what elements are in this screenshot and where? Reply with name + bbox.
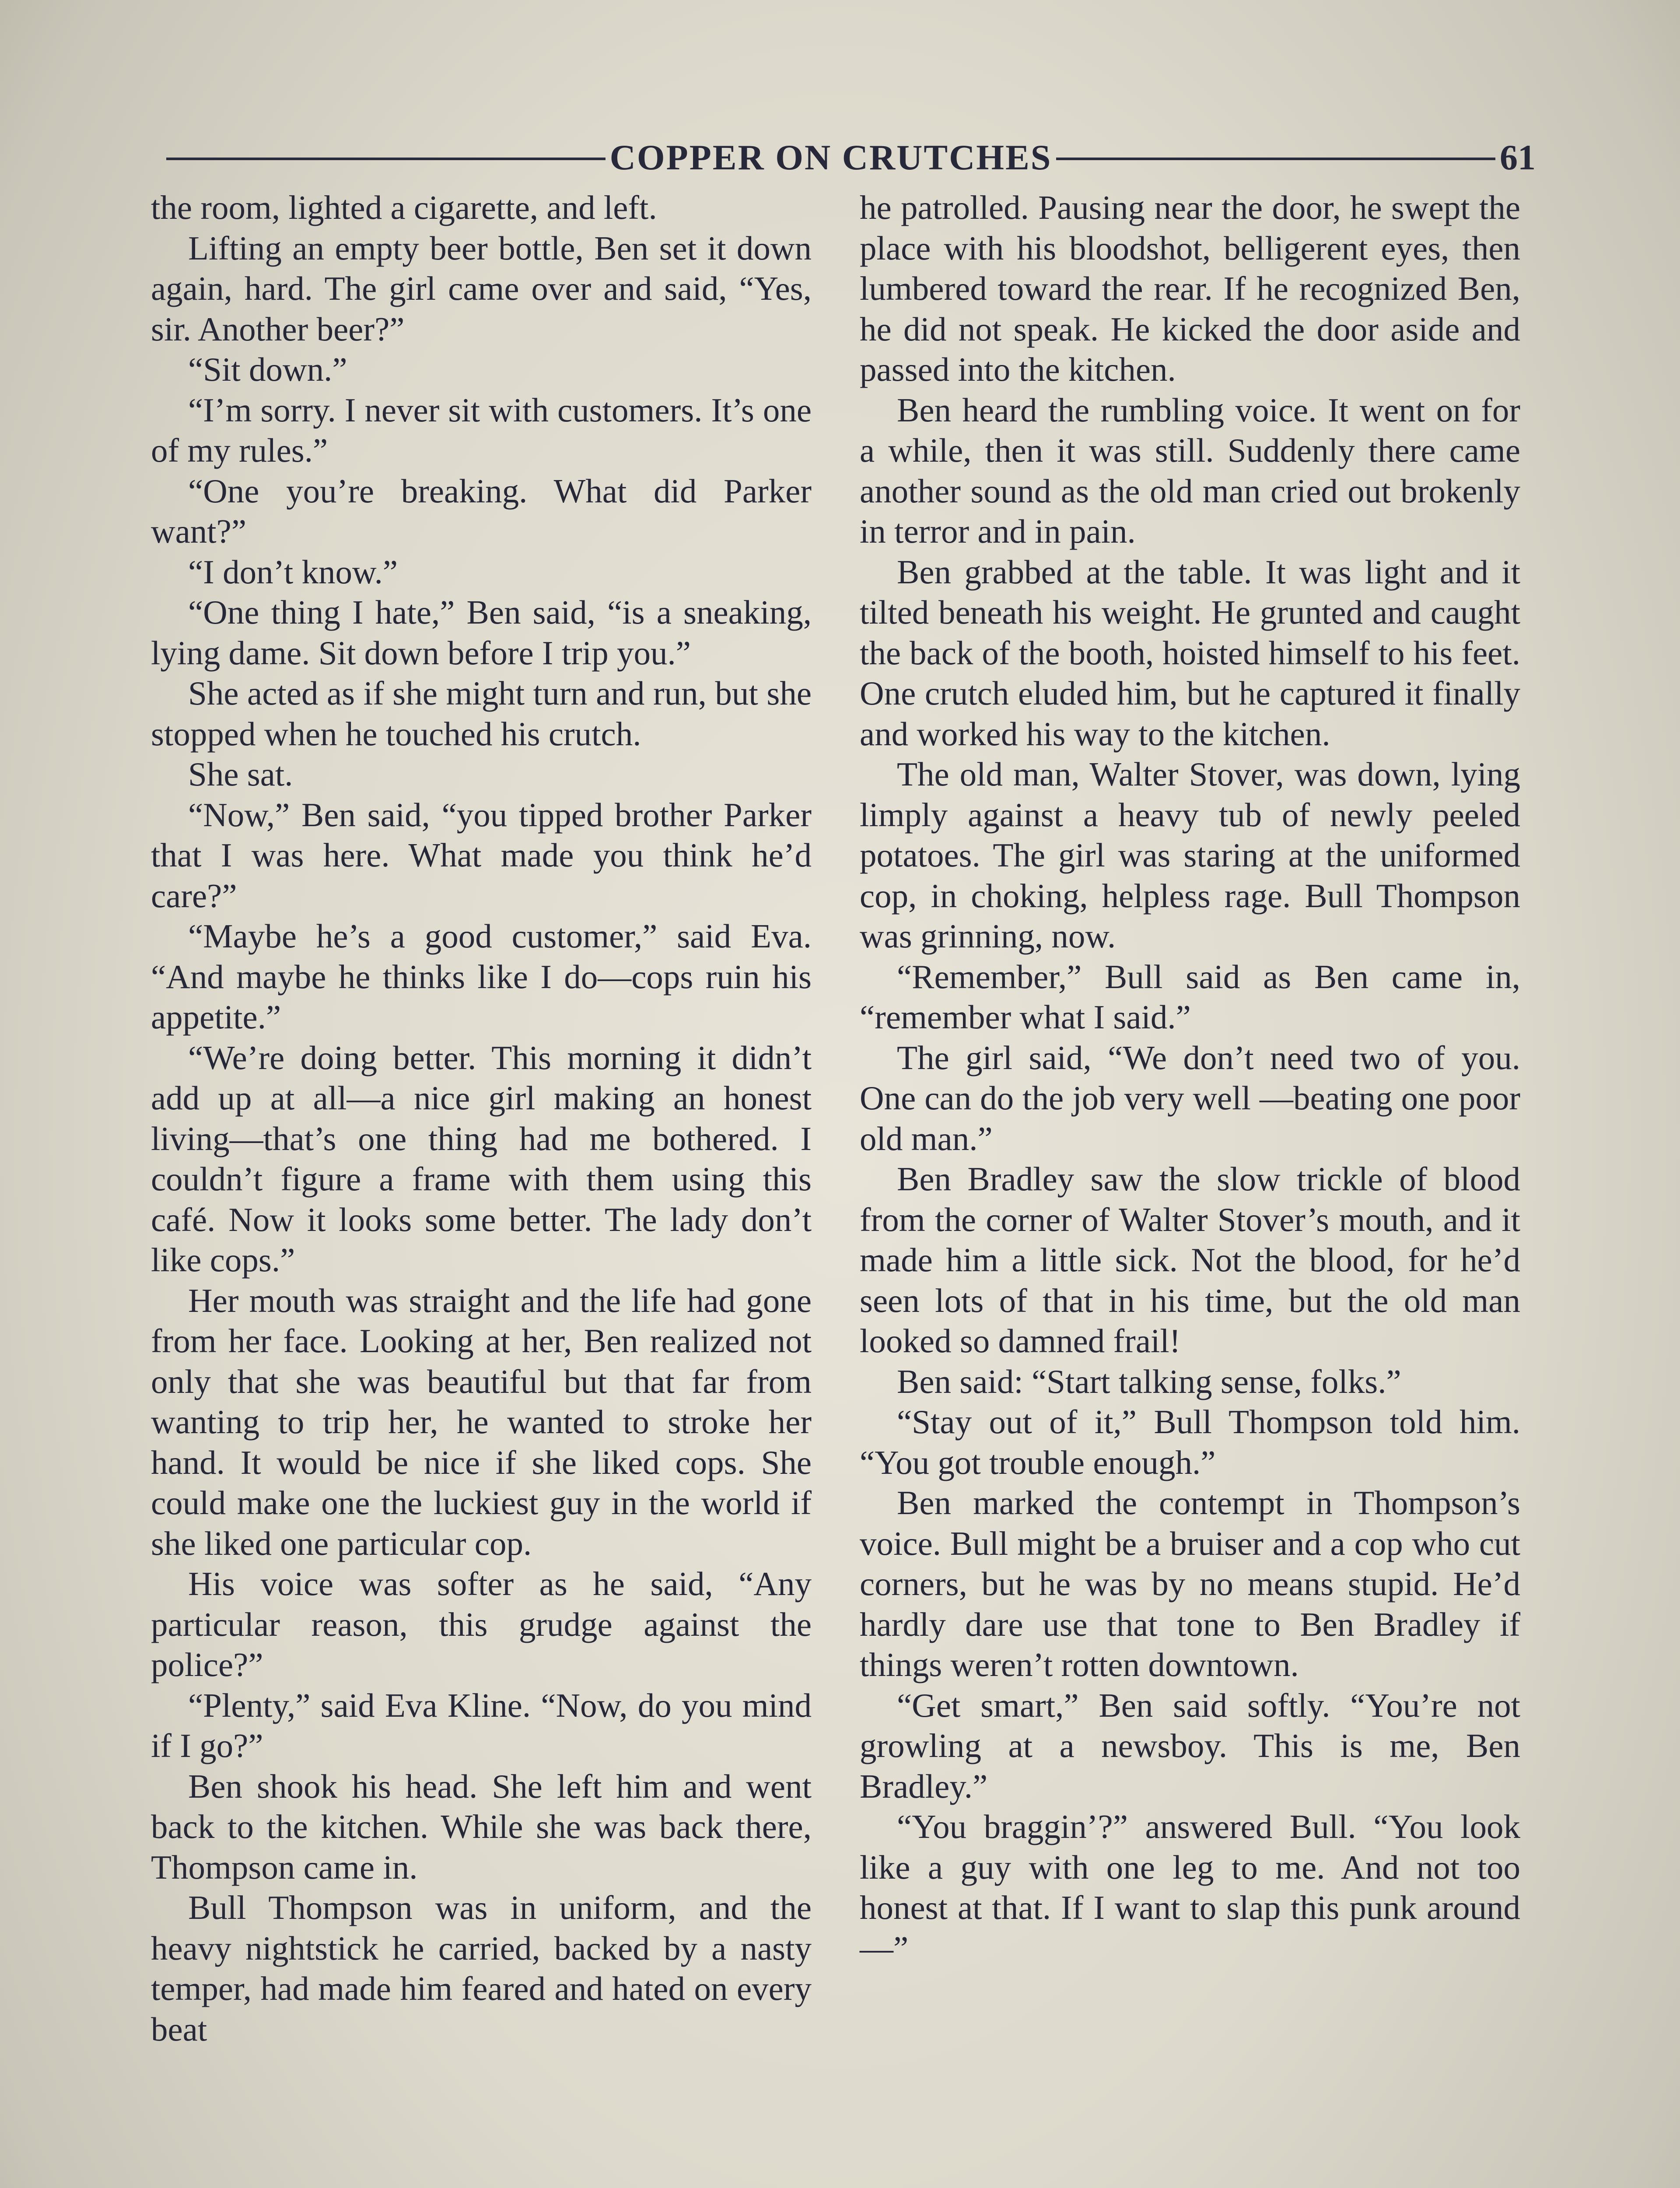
paragraph: Ben heard the rumbling voice. It went on for a while, then it was still. Suddenly there came another sound as the old man cried out brokenly in terror and in pain. — [860, 391, 1520, 550]
paragraph: His voice was softer as he said, “Any particular reason, this grudge against the police?” — [151, 1565, 812, 1683]
paragraph: “Get smart,” Ben said softly. “You’re not growling at a newsboy. This is me, Ben Bradley.” — [860, 1686, 1520, 1805]
right-column — [860, 187, 1520, 1968]
paragraph: Her mouth was straight and the life had gone from her face. Looking at her, Ben realized not only that she was beautiful but that far from wanting to trip her, he wanted to stroke her hand. It would be nice if she liked cops. She could make one the luckiest guy in the world if she liked one particular cop. — [151, 1281, 812, 1562]
paragraph: “You braggin’?” answered Bull. “You look like a guy with one leg to me. And not too honest at that. If I want to slap this punk around—” — [860, 1808, 1520, 1967]
paragraph: Ben Bradley saw the slow trickle of blood from the corner of Walter Stover’s mouth, and it made him a little sick. Not the blood, for he’d seen lots of that in his time, but the old man looked so damned frail! — [860, 1160, 1520, 1360]
paragraph: “Plenty,” said Eva Kline. “Now, do you mind if I go?” — [151, 1686, 812, 1764]
paragraph: “We’re doing better. This morning it didn’t add up at all—a nice girl making an honest living—that’s one thing had me bothered. I couldn’t figure a frame with them using this café. Now it looks some better. The lady don’t like cops.” — [151, 1038, 812, 1279]
paragraph: Lifting an empty beer bottle, Ben set it down again, hard. The girl came over and said, “Yes, sir. Another beer?” — [151, 229, 812, 348]
left-column — [151, 187, 812, 2049]
paragraph: “Sit down.” — [188, 351, 347, 388]
header-rule-right — [1056, 158, 1495, 160]
paragraph: She acted as if she might turn and run, but she stopped when he touched his crutch. — [151, 674, 812, 753]
paragraph: Ben shook his head. She left him and went back to the kitchen. While she was back there, Thompson came in. — [151, 1767, 812, 1886]
paragraph: “One thing I hate,” Ben said, “is a sneaking, lying dame. Sit down before I trip you.” — [151, 593, 812, 672]
running-header — [166, 131, 1536, 184]
running-title: COPPER ON CRUTCHES — [609, 137, 1052, 177]
paragraph: Ben said: “Start talking sense, folks.” — [897, 1362, 1401, 1400]
paragraph: “One you’re breaking. What did Parker want?” — [151, 472, 812, 550]
paragraph: “I’m sorry. I never sit with customers. It’s one of my rules.” — [151, 391, 812, 469]
paragraph: Ben grabbed at the table. It was light and it tilted beneath his weight. He grunted and caught the back of the booth, hoisted himself to his feet. One crutch eluded him, but he captured it finally and worked his way to the kitchen. — [860, 553, 1520, 753]
paragraph: “Remember,” Bull said as Ben came in, “remember what I said.” — [860, 957, 1520, 1036]
paragraph: The old man, Walter Stover, was down, lying limply against a heavy tub of newly peeled potatoes. The girl was staring at the uniformed cop, in choking, helpless rage. Bull Thompson was grinning, now. — [860, 755, 1520, 955]
paragraph: Ben marked the contempt in Thompson’s voice. Bull might be a bruiser and a cop who cut corners, but he was by no means stupid. He’d hardly dare use that tone to Ben Bradley if things weren’t rotten downtown. — [860, 1484, 1520, 1683]
paragraph: he patrolled. Pausing near the door, he swept the place with his bloodshot, belligerent eyes, then lumbered toward the rear. If he recognized Ben, he did not speak. He kicked the door aside and passed into the kitchen. — [860, 189, 1520, 388]
paragraph: “Stay out of it,” Bull Thompson told him. “You got trouble enough.” — [860, 1403, 1520, 1481]
paragraph: the room, lighted a cigarette, and left. — [151, 189, 657, 226]
header-rule-left — [166, 158, 606, 160]
paragraph: “Maybe he’s a good customer,” said Eva. “And maybe he thinks like I do—cops ruin his appetite.” — [151, 917, 812, 1036]
paragraph: “I don’t know.” — [188, 553, 398, 591]
paragraph: The girl said, “We don’t need two of you. One can do the job very well —beating one poor old man.” — [860, 1038, 1520, 1157]
paragraph: She sat. — [188, 755, 293, 793]
page-number: 61 — [1500, 137, 1536, 177]
paragraph: “Now,” Ben said, “you tipped brother Parker that I was here. What made you think he’d care?” — [151, 796, 812, 915]
paragraph: Bull Thompson was in uniform, and the heavy nightstick he carried, backed by a nasty temper, had made him feared and hated on every beat — [151, 1889, 812, 2048]
